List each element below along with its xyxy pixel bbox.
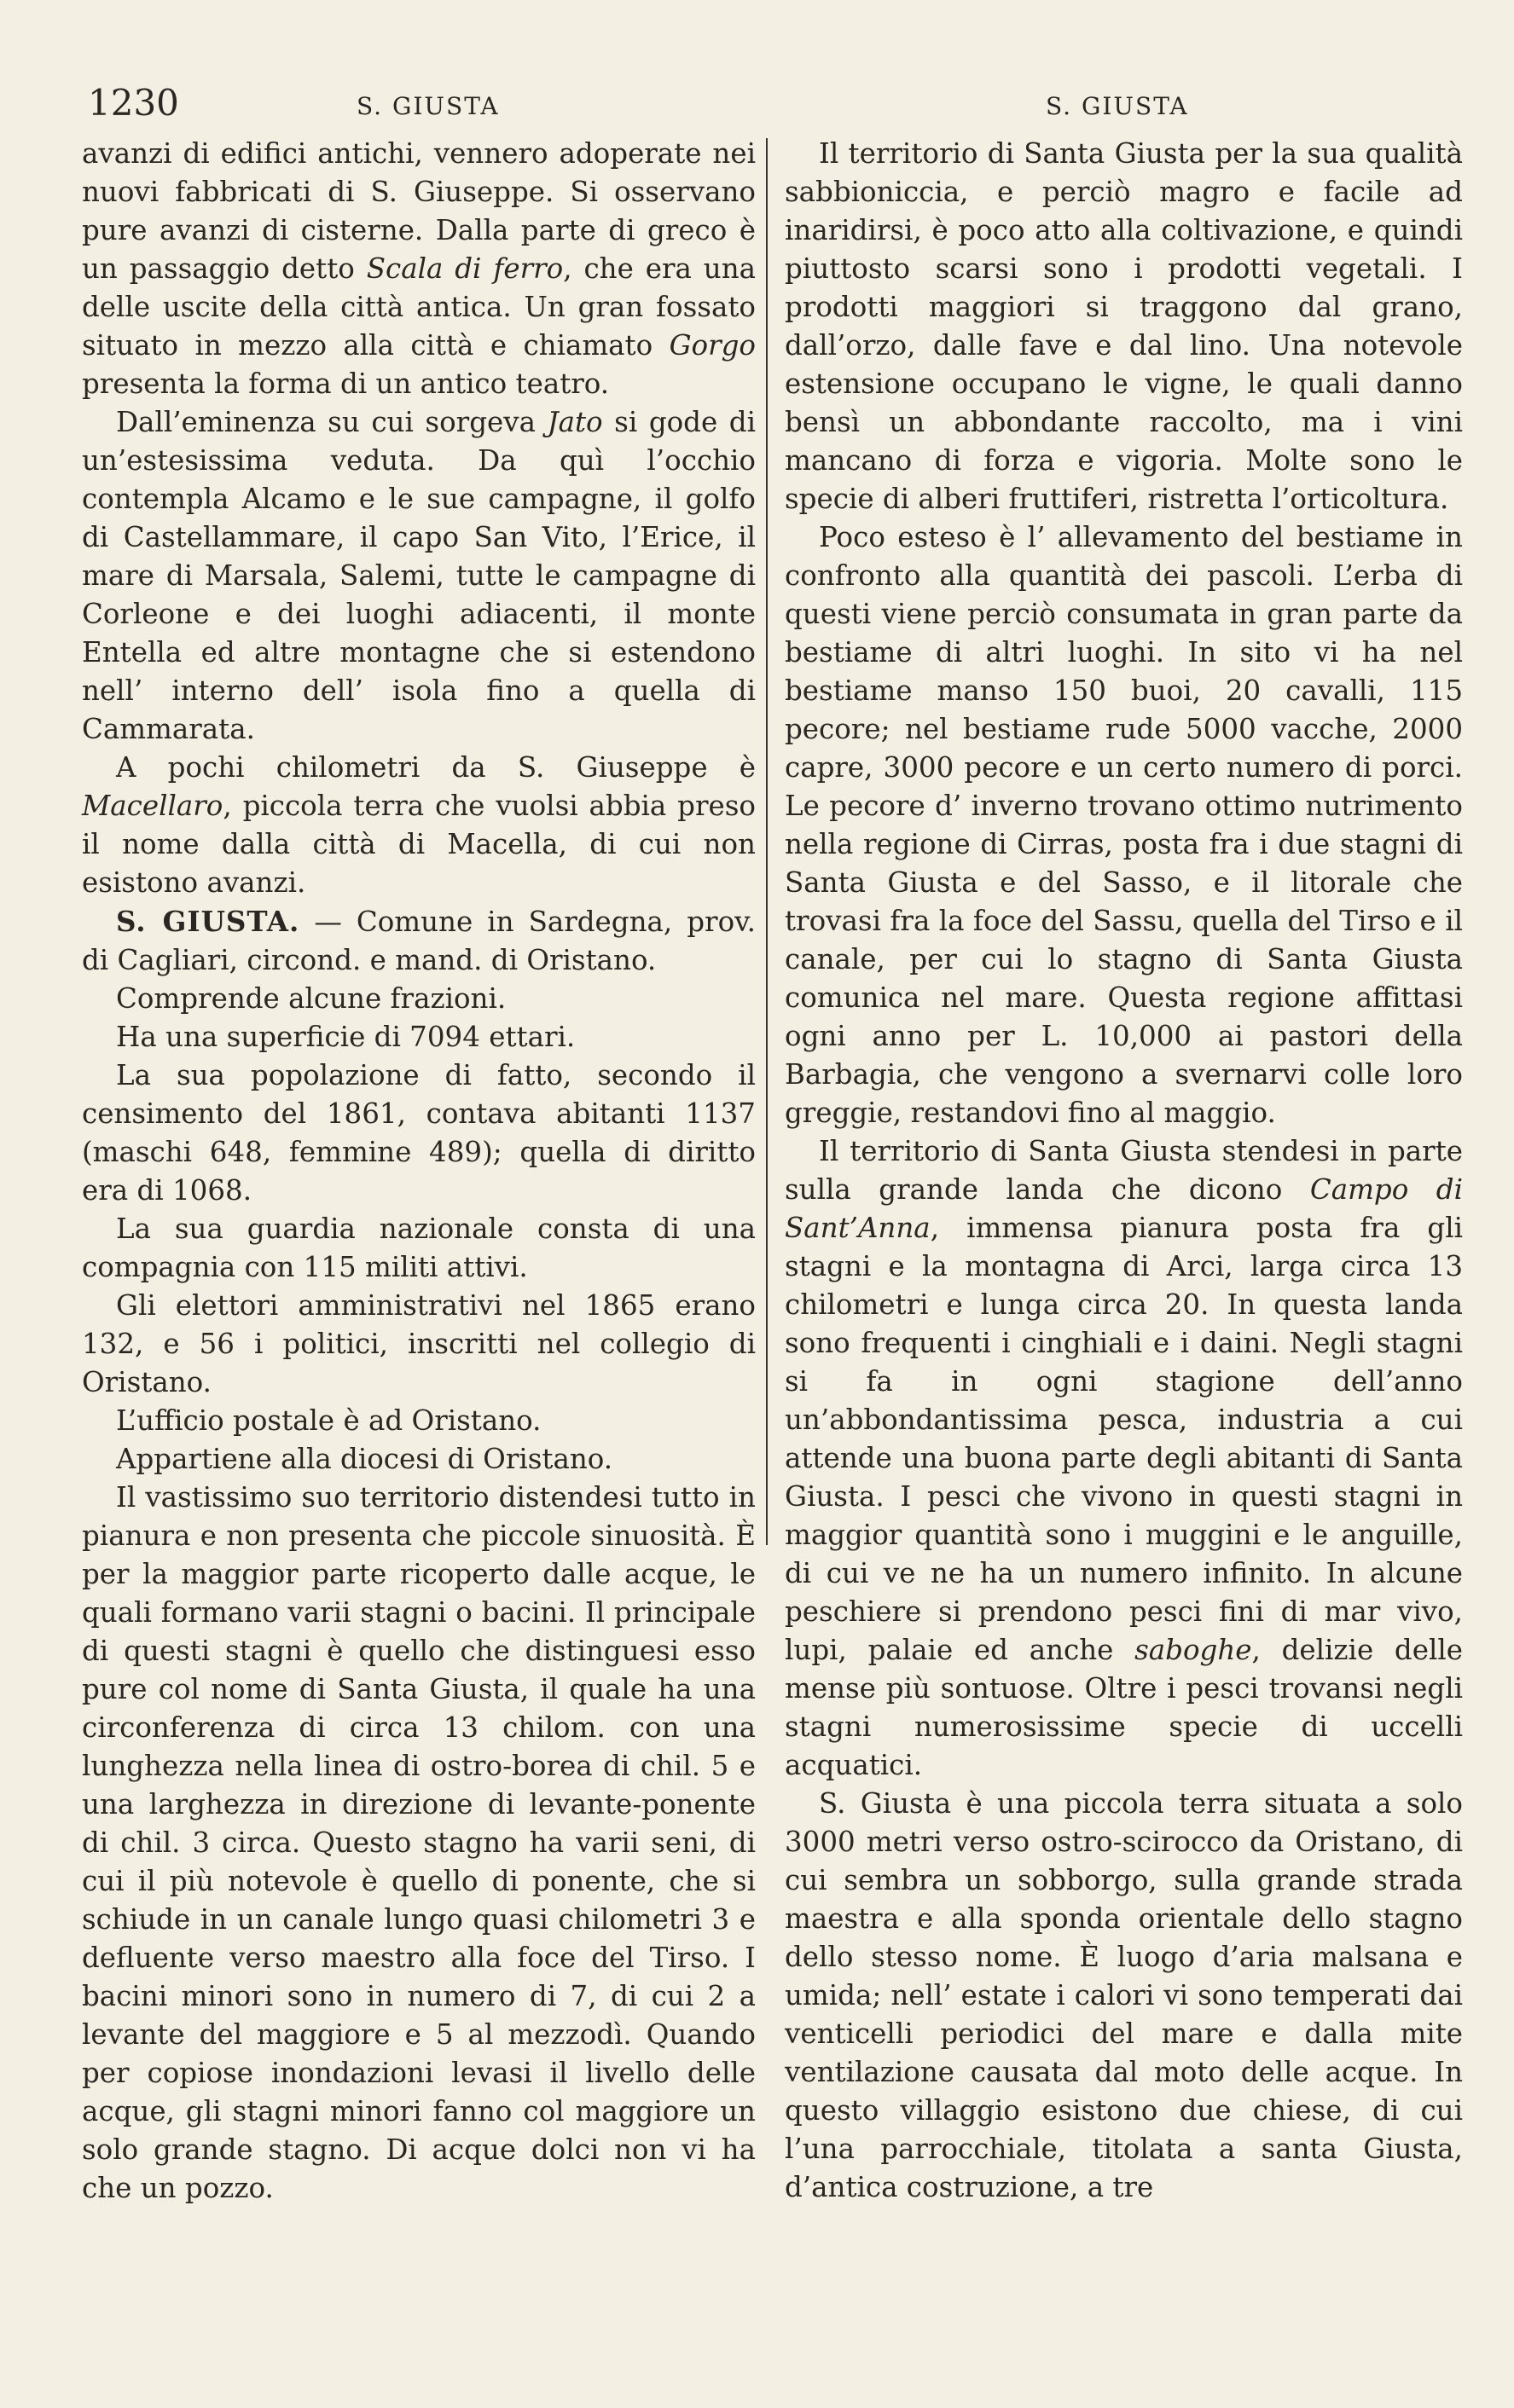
paragraph: S. Giusta è una piccola terra situata a solo 3000 metri verso ostro-scirocco da Oristano, di cui sembra un sobborgo, sulla grande strada maestra e alla sponda orientale dello stagno dello stesso nome. È luogo d’aria malsana e umida; nell’ estate i calori vi sono temperati dai venticelli periodici del mare e dalla mite ventilazione causata dal moto delle acque. In questo villaggio esistono due chiese, di cui l’una parrocchiale, titolata a santa Giusta, d’antica costruzione, a tre [785,1787,1463,2203]
paragraph: Dall’eminenza su cui sorgeva Jato si gode di un’estesissima veduta. Da quì l’occhio contempla Alcamo e le sue campagne, il golfo di Castellammare, il capo San Vito, l’Erice, il mare di Marsala, Salemi, tutte le campagne di Corleone e dei luoghi adiacenti, il monte Entella ed altre montagne che si estendono nell’ interno dell’ isola fino a quella di Cammarata. [82,406,756,745]
paragraph: Il territorio di Santa Giusta stendesi in parte sulla grande landa che dicono Campo di Sant’Anna, immensa pianura posta fra gli stagni e la montagna di Arci, larga circa 13 chilometri e lunga circa 20. In questa landa sono frequenti i cinghiali e i daini. Negli stagni si fa in ogni stagione dell’anno un’abbondantissima pesca, industria a cui attende una buona parte degli abitanti di Santa Giusta. I pesci che vivono in questi stagni in maggior quantità sono i muggini e le anguille, di cui ve ne ha un numero infinito. In alcune peschiere si prendono pesci fini di mar vivo, lupi, palaie ed anche saboghe, delizie delle mense più sontuose. Oltre i pesci trovansi negli stagni numerosissime specie di uccelli acquatici. [785,1135,1463,1781]
running-head-left: S. GIUSTA [357,92,500,120]
right-column [785,135,1463,2207]
paragraph: S. GIUSTA. — Comune in Sardegna, prov. di Cagliari, circond. e mand. di Oristano. [82,905,756,976]
paragraph: Il vastissimo suo territorio distendesi tutto in pianura e non presenta che piccole sinuosità. È per la maggior parte ricoperto dalle acque, le quali formano varii stagni o bacini. Il principale di questi stagni è quello che distinguesi esso pure col nome di Santa Giusta, il quale ha una circonferenza di circa 13 chilom. con una lunghezza nella linea di ostro-borea di chil. 5 e una larghezza in direzione di levante-ponente di chil. 3 circa. Questo stagno ha varii seni, di cui il più notevole è quello di ponente, che si schiude in un canale lungo quasi chilometri 3 e defluente verso maestro alla foce del Tirso. I bacini minori sono in numero di 7, di cui 2 a levante del maggiore e 5 al mezzodì. Quando per copiose inondazioni levasi il livello delle acque, gli stagni minori fanno col maggiore un solo grande stagno. Di acque dolci non vi ha che un pozzo. [82,1481,756,2204]
paragraph: Poco esteso è l’ allevamento del bestiame in confronto alla quantità dei pascoli. L’erba di questi viene perciò consumata in gran parte da bestiame di altri luoghi. In sito vi ha nel bestiame manso 150 buoi, 20 cavalli, 115 pecore; nel bestiame rude 5000 vacche, 2000 capre, 3000 pecore e un certo numero di porci. Le pecore d’ inverno trovano ottimo nutrimento nella regione di Cirras, posta fra i due stagni di Santa Giusta e del Sasso, e il litorale che trovasi fra la foce del Sassu, quella del Tirso e il canale, per cui lo stagno di Santa Giusta comunica nel mare. Questa regione affittasi ogni anno per L. 10,000 ai pastori della Barbagia, che vengono a svernarvi colle loro greggie, restandovi fino al maggio. [785,521,1463,1129]
paragraph: Gli elettori amministrativi nel 1865 erano 132, e 56 i politici, inscritti nel collegio di Oristano. [82,1289,756,1398]
paragraph: A pochi chilometri da S. Giuseppe è Macellaro, piccola terra che vuolsi abbia preso il nome dalla città di Macella, di cui non esistono avanzi. [82,751,756,899]
paragraph: La sua popolazione di fatto, secondo il censimento del 1861, contava abitanti 1137 (maschi 648, femmine 489); quella di diritto era di 1068. [82,1059,756,1207]
paragraph: Appartiene alla diocesi di Oristano. [116,1443,613,1475]
page-number: 1230 [88,82,179,124]
paragraph: L’ufficio postale è ad Oristano. [116,1404,542,1437]
paragraph: Comprende alcune frazioni. [116,982,507,1015]
paragraph: Ha una superficie di 7094 ettari. [116,1021,576,1053]
column-rule [766,138,768,1545]
running-head-right: S. GIUSTA [1046,92,1189,120]
paragraph: Il territorio di Santa Giusta per la sua qualità sabbioniccia, e perciò magro e facile ad inaridirsi, è poco atto alla coltivazione, e quindi piuttosto scarsi sono i prodotti vegetali. I prodotti maggiori si traggono dal grano, dall’orzo, dalle fave e dal lino. Una notevole estensione occupano le vigne, le quali danno bensì un abbondante raccolto, ma i vini mancano di forza e vigoria. Molte sono le specie di alberi fruttiferi, ristretta l’orticoltura. [785,137,1463,515]
left-column [82,135,756,2208]
paragraph: La sua guardia nazionale consta di una compagnia con 115 militi attivi. [82,1213,756,1283]
paragraph: avanzi di edifici antichi, vennero adoperate nei nuovi fabbricati di S. Giuseppe. Si osservano pure avanzi di cisterne. Dalla parte di greco è un passaggio detto Scala di ferro, che era una delle uscite della città antica. Un gran fossato situato in mezzo alla città e chiamato Gorgo presenta la forma di un antico teatro. [82,137,757,400]
